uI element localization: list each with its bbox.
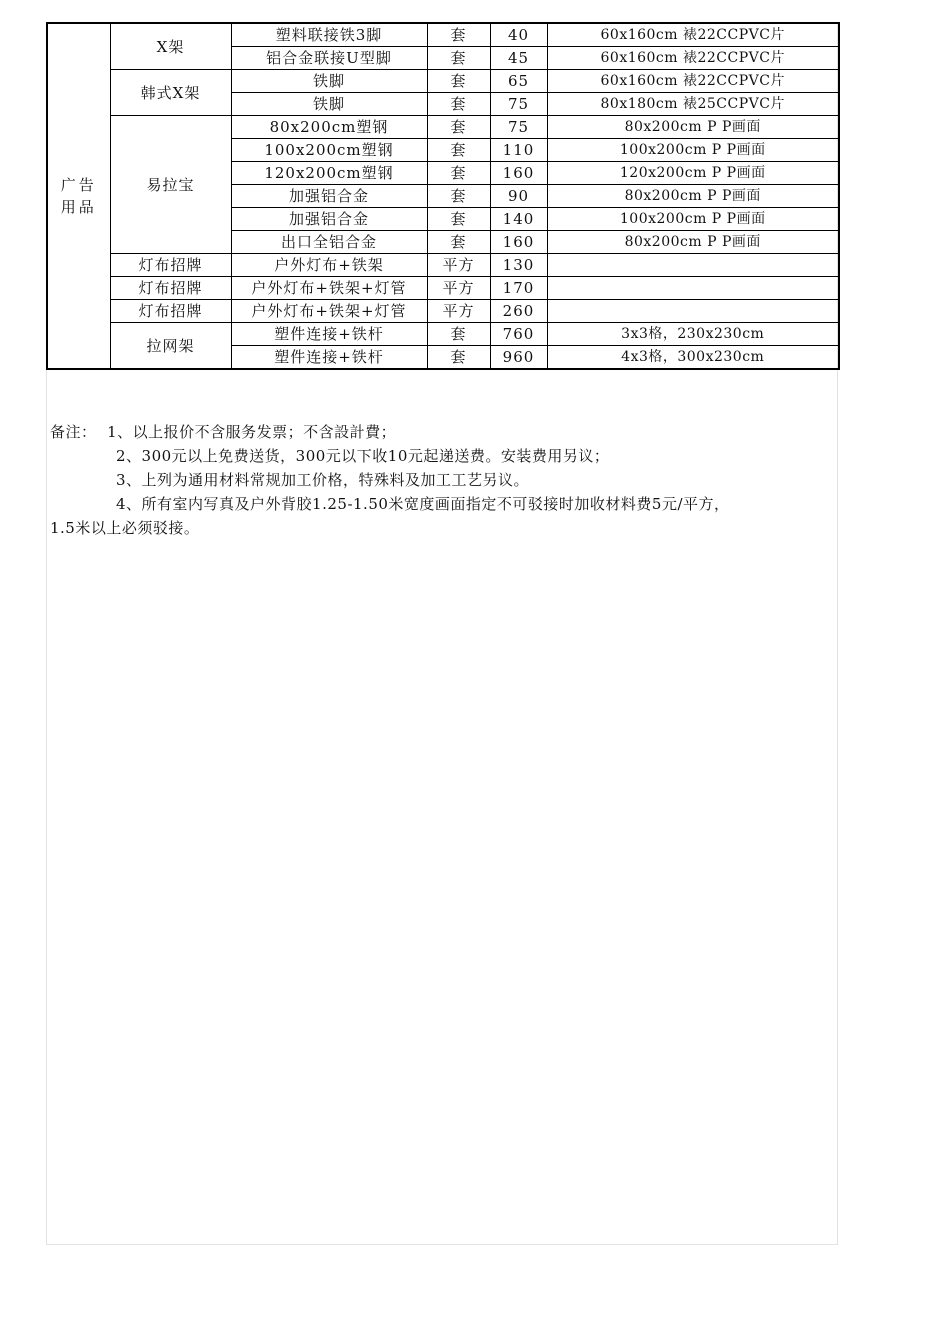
price-cell: 160 bbox=[490, 231, 547, 254]
note-text: 1、以上报价不含服务发票；不含設計費； bbox=[107, 423, 397, 441]
item-cell: 出口全铝合金 bbox=[231, 231, 427, 254]
table-row bbox=[47, 277, 839, 300]
note-text: 4、所有室内写真及户外背胶1.25-1.50米宽度画面指定不可驳接时加收材料费5元/平方， bbox=[116, 495, 730, 513]
spec-cell: 3x3格，230x230cm bbox=[547, 323, 839, 346]
table-row bbox=[47, 254, 839, 277]
item-cell: 户外灯布+铁架+灯管 bbox=[231, 277, 427, 300]
table-row bbox=[47, 70, 839, 93]
group-name-cell: X架 bbox=[110, 23, 231, 70]
price-cell: 260 bbox=[490, 300, 547, 323]
table-row bbox=[47, 116, 839, 139]
group-name-cell: 灯布招牌 bbox=[110, 254, 231, 277]
unit-cell: 套 bbox=[427, 323, 490, 346]
spec-cell: 60x160cm 裱22CCPVC片 bbox=[547, 70, 839, 93]
note-line-5 bbox=[50, 516, 880, 540]
notes-label: 备注： bbox=[50, 423, 97, 441]
unit-cell: 套 bbox=[427, 185, 490, 208]
note-text: 1.5米以上必须驳接。 bbox=[50, 519, 200, 537]
spec-cell: 100x200cm P P画面 bbox=[547, 139, 839, 162]
price-cell: 160 bbox=[490, 162, 547, 185]
unit-cell: 平方 bbox=[427, 277, 490, 300]
spec-cell bbox=[547, 277, 839, 300]
price-cell: 40 bbox=[490, 23, 547, 47]
item-cell: 80x200cm塑钢 bbox=[231, 116, 427, 139]
unit-cell: 套 bbox=[427, 231, 490, 254]
item-cell: 户外灯布+铁架+灯管 bbox=[231, 300, 427, 323]
spec-cell: 80x180cm 裱25CCPVC片 bbox=[547, 93, 839, 116]
note-text: 2、300元以上免费送货，300元以下收10元起递送费。安装费用另议； bbox=[116, 447, 610, 465]
unit-cell: 套 bbox=[427, 346, 490, 370]
note-line-4 bbox=[50, 492, 880, 516]
unit-cell: 套 bbox=[427, 162, 490, 185]
unit-cell: 套 bbox=[427, 208, 490, 231]
item-cell: 加强铝合金 bbox=[231, 185, 427, 208]
price-cell: 140 bbox=[490, 208, 547, 231]
item-cell: 铁脚 bbox=[231, 70, 427, 93]
note-text: 3、上列为通用材料常规加工价格，特殊料及加工工艺另议。 bbox=[116, 471, 530, 489]
spec-cell: 120x200cm P P画面 bbox=[547, 162, 839, 185]
price-cell: 170 bbox=[490, 277, 547, 300]
unit-cell: 套 bbox=[427, 47, 490, 70]
category-cell: 广告用品 bbox=[47, 23, 110, 369]
note-line-3 bbox=[50, 468, 880, 492]
item-cell: 铝合金联接U型脚 bbox=[231, 47, 427, 70]
item-cell: 塑料联接铁3脚 bbox=[231, 23, 427, 47]
group-name-cell: 易拉宝 bbox=[110, 116, 231, 254]
spec-cell bbox=[547, 300, 839, 323]
price-cell: 110 bbox=[490, 139, 547, 162]
group-name-cell: 灯布招牌 bbox=[110, 277, 231, 300]
price-cell: 760 bbox=[490, 323, 547, 346]
spec-cell: 80x200cm P P画面 bbox=[547, 116, 839, 139]
price-cell: 75 bbox=[490, 116, 547, 139]
group-name-cell: 灯布招牌 bbox=[110, 300, 231, 323]
group-name-cell: 韩式X架 bbox=[110, 70, 231, 116]
item-cell: 塑件连接+铁杆 bbox=[231, 323, 427, 346]
spec-cell: 60x160cm 裱22CCPVC片 bbox=[547, 23, 839, 47]
spec-cell bbox=[547, 254, 839, 277]
unit-cell: 套 bbox=[427, 23, 490, 47]
item-cell: 户外灯布+铁架 bbox=[231, 254, 427, 277]
price-cell: 130 bbox=[490, 254, 547, 277]
spec-cell: 80x200cm P P画面 bbox=[547, 231, 839, 254]
unit-cell: 平方 bbox=[427, 300, 490, 323]
table-row bbox=[47, 23, 839, 47]
unit-cell: 平方 bbox=[427, 254, 490, 277]
unit-cell: 套 bbox=[427, 139, 490, 162]
item-cell: 120x200cm塑钢 bbox=[231, 162, 427, 185]
unit-cell: 套 bbox=[427, 70, 490, 93]
item-cell: 塑件连接+铁杆 bbox=[231, 346, 427, 370]
price-table bbox=[46, 22, 840, 370]
item-cell: 加强铝合金 bbox=[231, 208, 427, 231]
note-line-2 bbox=[50, 444, 880, 468]
price-cell: 90 bbox=[490, 185, 547, 208]
spec-cell: 4x3格，300x230cm bbox=[547, 346, 839, 370]
notes-section bbox=[50, 420, 880, 540]
price-table-body bbox=[47, 23, 839, 369]
group-name-cell: 拉网架 bbox=[110, 323, 231, 370]
spec-cell: 60x160cm 裱22CCPVC片 bbox=[547, 47, 839, 70]
item-cell: 铁脚 bbox=[231, 93, 427, 116]
table-row bbox=[47, 323, 839, 346]
spec-cell: 100x200cm P P画面 bbox=[547, 208, 839, 231]
unit-cell: 套 bbox=[427, 116, 490, 139]
price-cell: 45 bbox=[490, 47, 547, 70]
spec-cell: 80x200cm P P画面 bbox=[547, 185, 839, 208]
note-line-1 bbox=[50, 420, 880, 444]
table-row bbox=[47, 300, 839, 323]
price-cell: 75 bbox=[490, 93, 547, 116]
price-cell: 65 bbox=[490, 70, 547, 93]
price-cell: 960 bbox=[490, 346, 547, 370]
unit-cell: 套 bbox=[427, 93, 490, 116]
item-cell: 100x200cm塑钢 bbox=[231, 139, 427, 162]
